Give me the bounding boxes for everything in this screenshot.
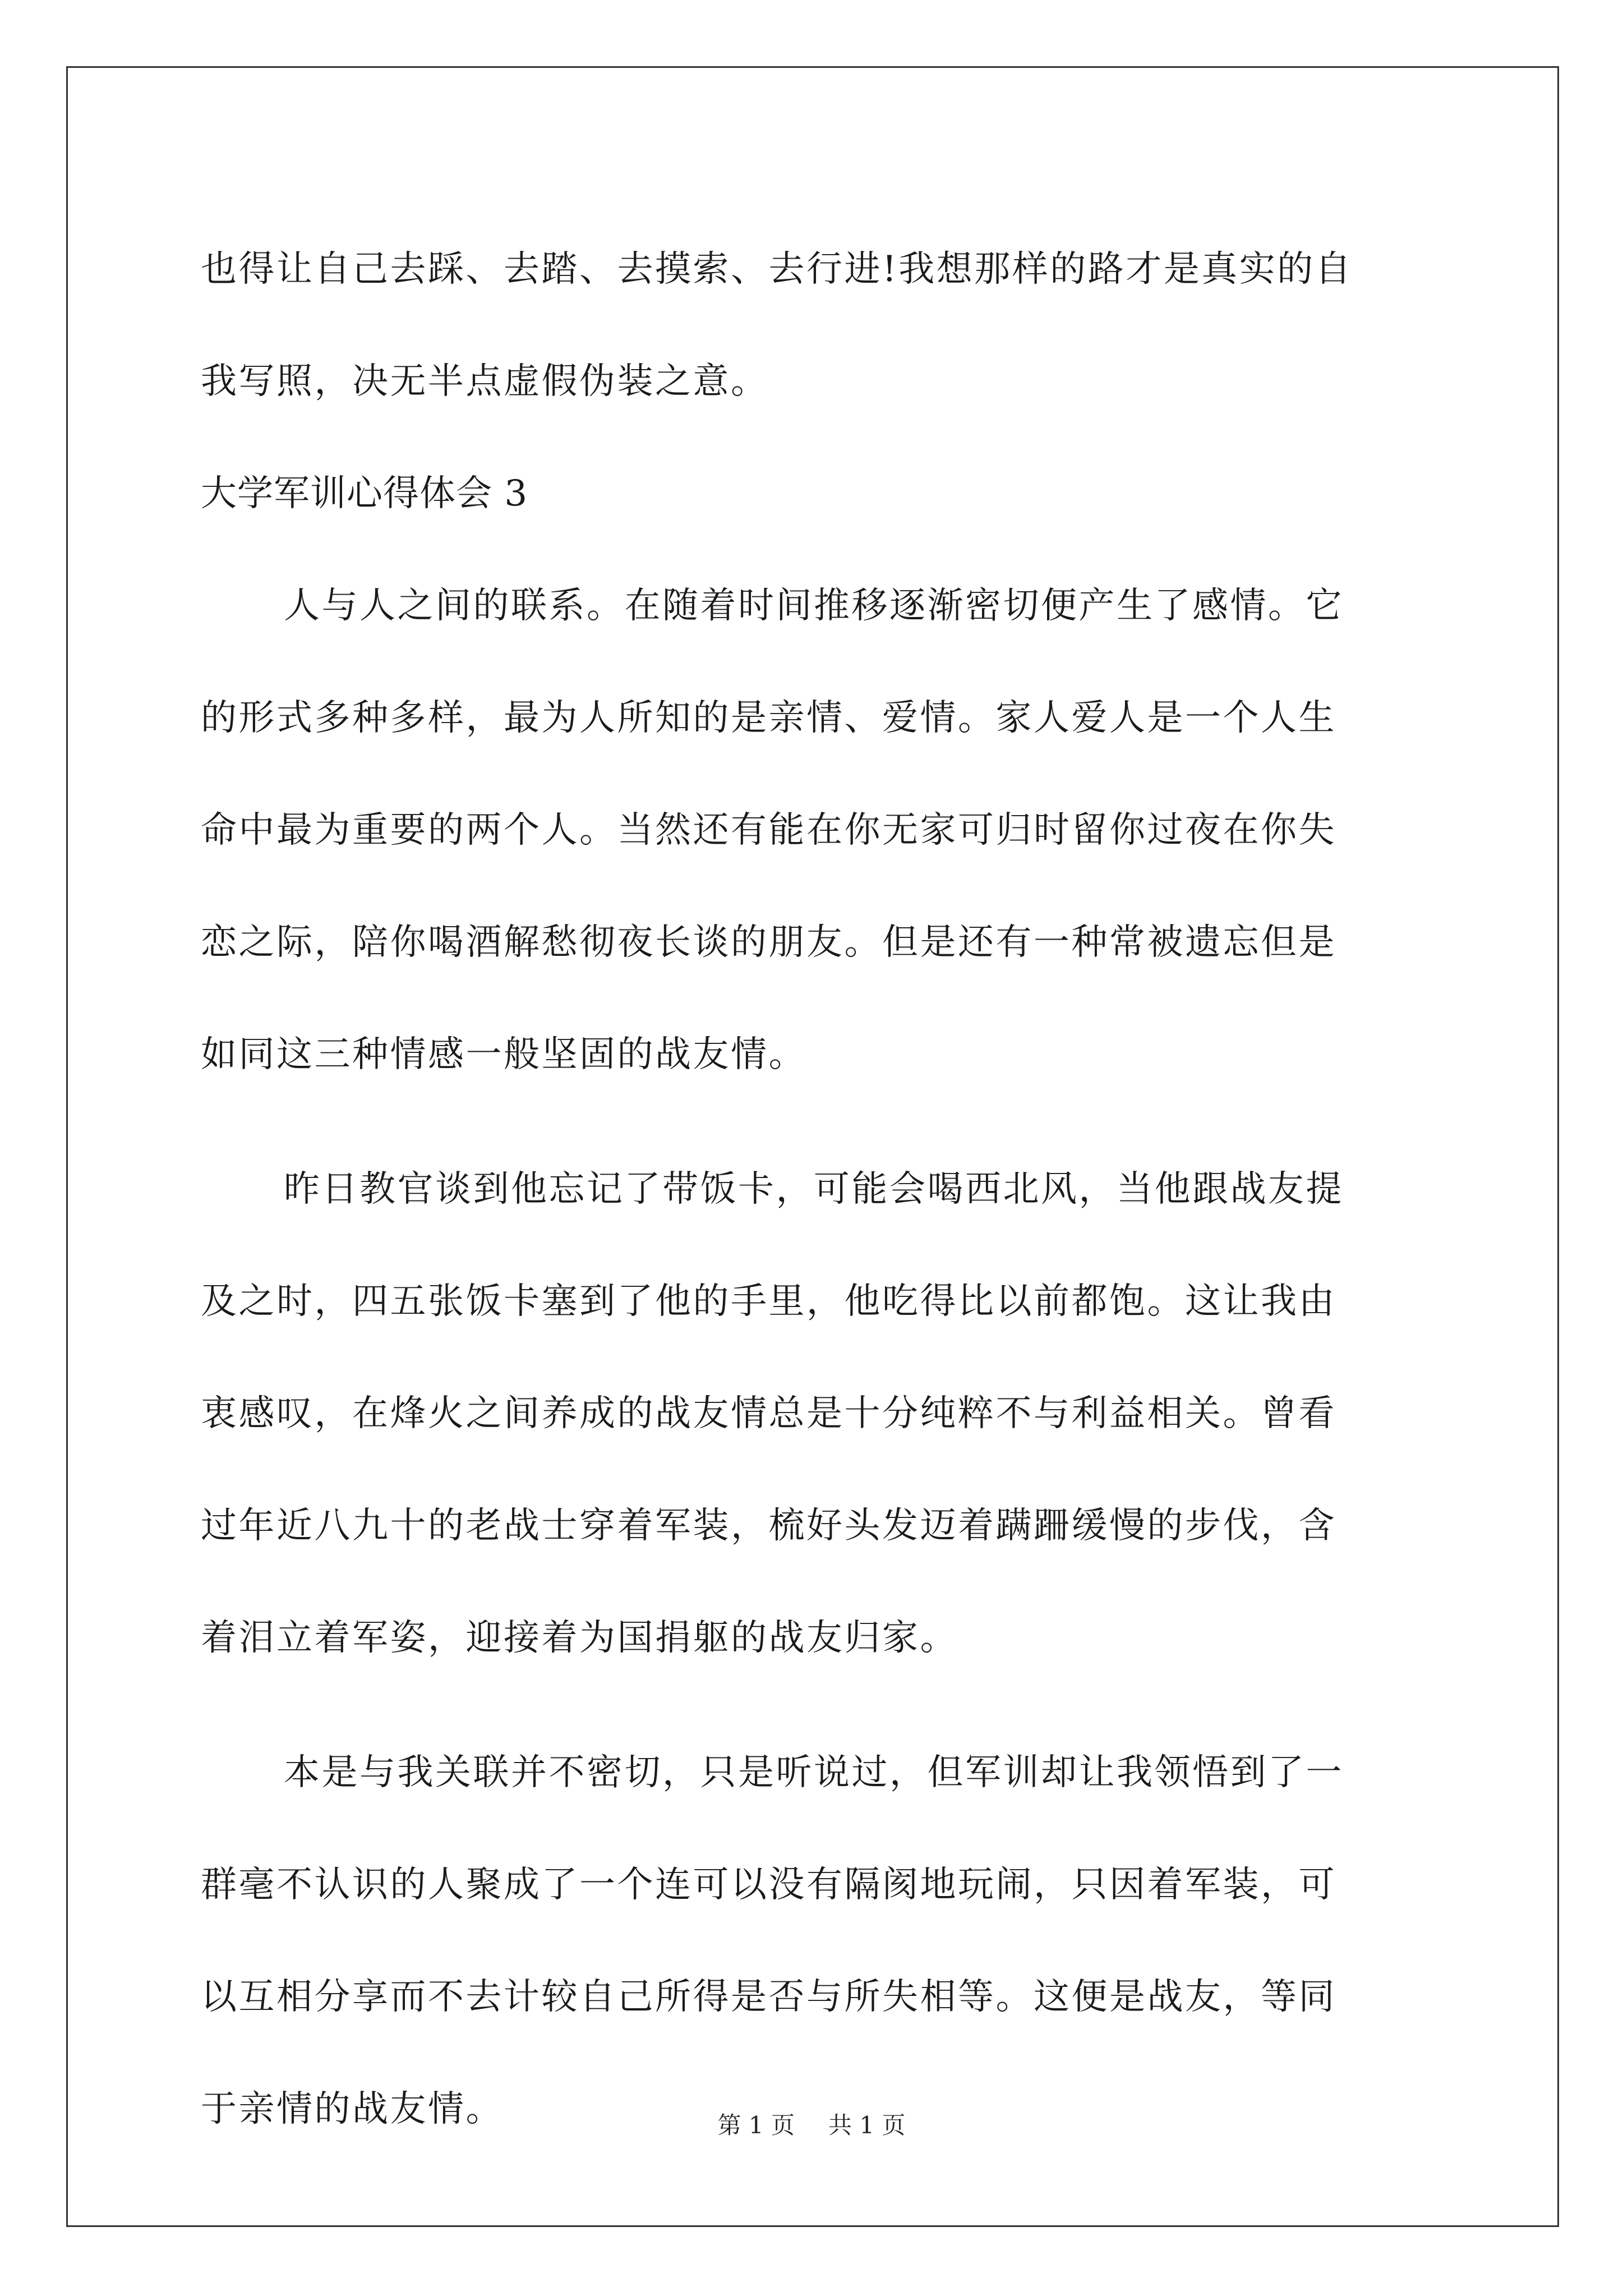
text-line: 以互相分享而不去计较自己所得是否与所失相等。这便是战友，等同 (201, 1976, 1336, 2018)
page-total: 共 1 页 (828, 2111, 906, 2139)
text-line: 过年近八九十的老战士穿着军装，梳好头发迈着蹒跚缓慢的步伐，含 (201, 1505, 1336, 1547)
text-line: 也得让自己去踩、去踏、去摸索、去行进!我想那样的路才是真实的自 (201, 249, 1353, 290)
text-line: 人与人之间的联系。在随着时间推移逐渐密切便产生了感情。它 (284, 585, 1344, 627)
section-heading: 大学军训心得体会 3 (201, 473, 528, 514)
text-line: 群毫不认识的人聚成了一个连可以没有隔阂地玩闹，只因着军装，可 (201, 1864, 1336, 1906)
paragraph-3 (201, 1133, 1423, 1694)
text-line: 如同这三种情感一般坚固的战友情。 (201, 1034, 806, 1075)
text-line: 恋之际，陪你喝酒解愁彻夜长谈的朋友。但是还有一种常被遗忘但是 (201, 922, 1336, 963)
page-number: 第 1 页 (717, 2111, 795, 2139)
text-line: 本是与我关联并不密切，只是听说过，但军训却让我领悟到了一 (284, 1752, 1344, 1793)
document-body (201, 213, 1423, 2165)
paragraph-1 (201, 213, 1423, 438)
text-line: 命中最为重要的两个人。当然还有能在你无家可归时留你过夜在你失 (201, 809, 1336, 851)
text-line: 我写照，决无半点虚假伪装之意。 (201, 361, 769, 402)
paragraph-4 (201, 1717, 1423, 2165)
text-line: 着泪立着军姿，迎接着为国捐躯的战友归家。 (201, 1617, 958, 1659)
text-line: 及之时，四五张饭卡塞到了他的手里，他吃得比以前都饱。这让我由 (201, 1281, 1336, 1322)
text-line: 衷感叹，在烽火之间养成的战友情总是十分纯粹不与利益相关。曾看 (201, 1393, 1336, 1434)
paragraph-2 (201, 550, 1423, 1111)
text-line: 昨日教官谈到他忘记了带饭卡，可能会喝西北风，当他跟战友提 (284, 1168, 1344, 1210)
page-footer (0, 2107, 1623, 2141)
text-line: 的形式多种多样，最为人所知的是亲情、爱情。家人爱人是一个人生 (201, 697, 1336, 739)
text-line: 于亲情的战友情。 (201, 2088, 504, 2130)
